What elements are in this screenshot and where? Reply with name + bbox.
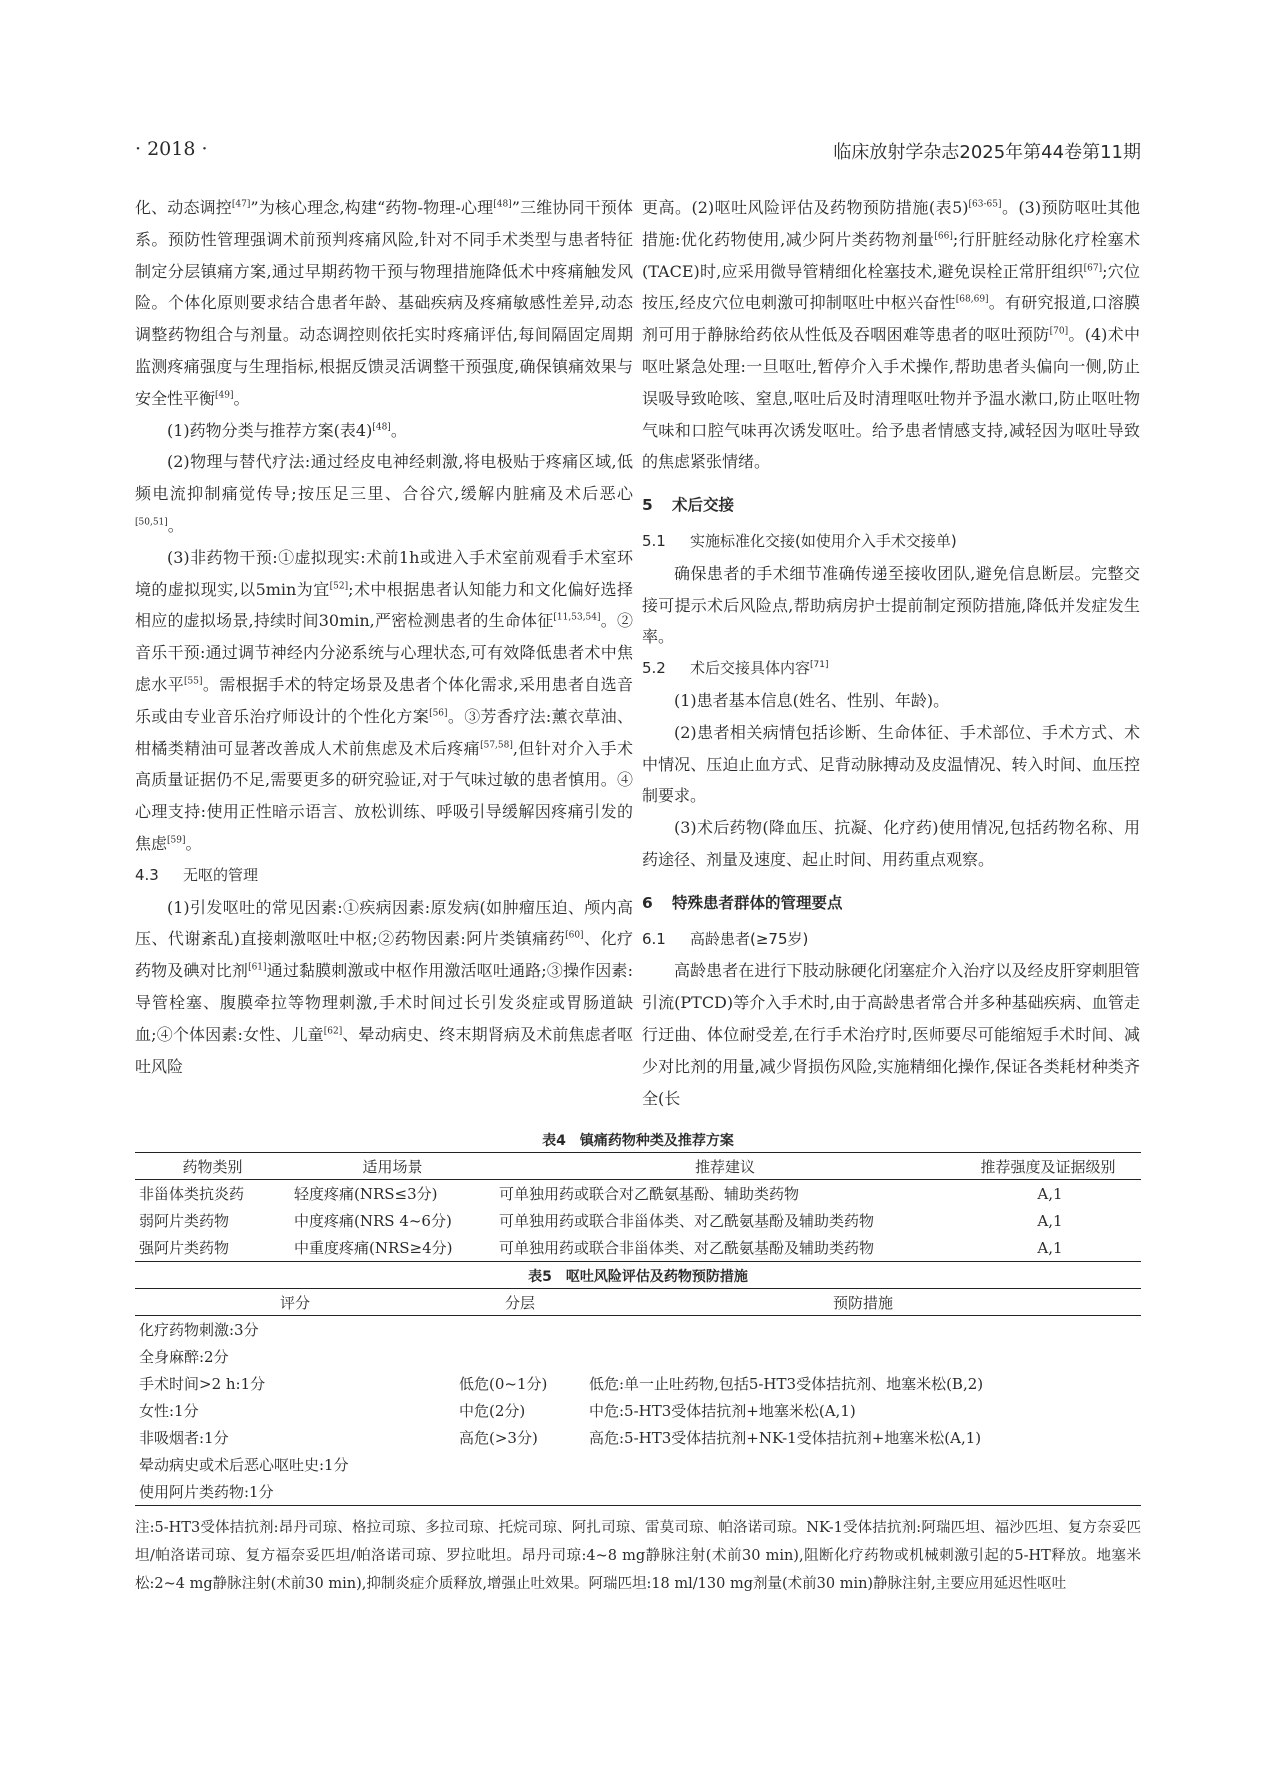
heading-text: 高龄患者(≥75岁) — [690, 929, 809, 948]
table-cell: 非甾体类抗炎药 — [139, 1185, 245, 1203]
journal-title: 临床放射学杂志2025年第44卷第11期 — [833, 142, 1141, 163]
table-cell: 强阿片类药物 — [135, 1234, 290, 1262]
body-paragraph: 更高。(2)呕吐风险评估及药物预防措施(表5)[63-65]。(3)预防呕吐其他措施:优化药物使用,减少阿片类药物剂量[66];行肝脏经动脉化疗栓塞术(TACE)时,应采用微导管精细化栓塞技术,避免误栓正常肝组织[67];穴位按压,经皮穴位电刺激可抑制呕吐中枢兴奋性[68,69]。有研究报道,口溶膜剂可用于静脉给药依从性低及吞咽困难等患者的呕吐预防[70]。(4)术中呕吐紧急处理:一旦呕吐,暂停介入手术操作,帮助患者头偏向一侧,防止误吸导致呛咳、窒息,呕吐后及时清理呕吐物并予温水漱口,防止呕吐物气味和口腔气味再次诱发呕吐。给予患者情感支持,减轻因为呕吐导致的焦虑紧张情绪。 — [642, 198, 1140, 472]
body-paragraph: 高龄患者在进行下肢动脉硬化闭塞症介入治疗以及经皮肝穿刺胆管引流(PTCD)等介入手术时,由于高龄患者常合并多种基础疾病、血管走行迂曲、体位耐受差,在行手术治疗时,医师要尽可能缩短手术时间、减少对比剂的用量,减少肾损伤风险,实施精细化操作,保证各类耗材种类齐全(长 — [642, 961, 1140, 1108]
table-cell: 可单独用药或联合非甾体类、对乙酰氨基酚及辅助类药物 — [499, 1212, 875, 1230]
subsection-heading — [642, 653, 1140, 685]
table4-caption: 表4 镇痛药物种类及推荐方案 — [542, 1133, 734, 1149]
heading-number: 6.1 — [642, 929, 666, 948]
heading-text: 术后交接具体内容[71] — [690, 659, 829, 678]
table5-header-cell: 预防措施 — [585, 1289, 1141, 1316]
body-paragraph: (1)药物分类与推荐方案(表4)[48]。 — [167, 420, 407, 440]
heading-text: 特殊患者群体的管理要点 — [672, 893, 843, 912]
table5-header-row — [135, 1289, 1141, 1316]
table-cell: 使用阿片类药物:1分 — [135, 1478, 455, 1506]
body-paragraph: (1)患者基本信息(姓名、性别、年龄)。 — [674, 690, 950, 710]
table-cell: 低危:单一止吐药物,包括5-HT3受体拮抗剂、地塞米松(B,2) — [589, 1375, 984, 1393]
table5-note: 注:5-HT3受体拮抗剂:昂丹司琼、格拉司琼、多拉司琼、托烷司琼、阿扎司琼、雷莫司琼、帕洛诺司琼。NK-1受体拮抗剂:阿瑞匹坦、福沙匹坦、复方奈妥匹坦/帕洛诺司琼、复方福奈妥匹坦/帕洛诺司琼、罗拉吡坦。昂丹司琼:4~8 mg静脉注射(术前30 min),阻断化疗药物或机械刺激引起的5-HT释放。地塞米松:2~4 mg静脉注射(术前30 min),抑制炎症介质释放,增强止吐效果。阿瑞匹坦:18 ml/130 mg剂量(术前30 min)静脉注射,主要应用延迟性呕吐 — [135, 1520, 1141, 1592]
table-cell — [455, 1316, 585, 1344]
table-cell: 高危:5-HT3受体拮抗剂+NK-1受体拮抗剂+地塞米松(A,1) — [589, 1429, 982, 1447]
table-cell: 晕动病史或术后恶心呕吐史:1分 — [139, 1456, 349, 1474]
table-row — [135, 1370, 1141, 1397]
table-cell: 全身麻醉:2分 — [139, 1348, 229, 1366]
body-paragraph: (1)引发呕吐的常见因素:①疾病因素:原发病(如肿瘤压迫、颅内高压、代谢紊乱)直接刺激呕吐中枢;②药物因素:阿片类镇痛药[60]、化疗药物及碘对比剂[61]通过黏膜刺激或中枢作用激活呕吐通路;③操作因素:导管栓塞、腹膜牵拉等物理刺激,手术时间过长引发炎症或胃肠道缺血;④个体因素:女性、儿童[62]、晕动病史、终末期肾病及术前焦虑者呕吐风险 — [135, 897, 633, 1076]
table4-header-cell: 推荐建议 — [495, 1153, 955, 1180]
table-cell: 中重度疼痛(NRS≥4分) — [290, 1234, 495, 1262]
table-row — [135, 1316, 1141, 1344]
table4-header-cell: 药物类别 — [135, 1153, 290, 1180]
table-cell: 轻度疼痛(NRS≤3分) — [294, 1185, 438, 1203]
table-cell: 中危:5-HT3受体拮抗剂+地塞米松(A,1) — [589, 1402, 856, 1420]
right-column — [642, 192, 1140, 1114]
table4-header-row — [135, 1153, 1141, 1180]
table-cell: A,1 — [1037, 1184, 1063, 1203]
body-paragraph: 化、动态调控[47]”为核心理念,构建“药物-物理-心理[48]”三维协同干预体系。预防性管理强调术前预判疼痛风险,针对不同手术类型与患者特征制定分层镇痛方案,通过早期药物干预与物理措施降低术中疼痛触发风险。个体化原则要求结合患者年龄、基础疾病及疼痛敏感性差异,动态调整药物组合与剂量。动态调控则依托实时疼痛评估,每间隔固定周期监测疼痛强度与生理指标,根据反馈灵活调整干预强度,确保镇痛效果与安全性平衡[49]。 — [135, 198, 633, 408]
table-cell: 化疗药物刺激:3分 — [139, 1321, 259, 1339]
section-heading — [642, 490, 1140, 522]
heading-number: 4.3 — [135, 865, 159, 884]
table-row — [135, 1180, 1141, 1208]
page-header — [135, 138, 1141, 168]
table-cell — [455, 1343, 585, 1370]
body-paragraph: (3)非药物干预:①虚拟现实:术前1h或进入手术室前观看手术室环境的虚拟现实,以5min为宜[52];术中根据患者认知能力和文化偏好选择相应的虚拟场景,持续时间30min,严密检测患者的生命体征[11,53,54]。②音乐干预:通过调节神经内分泌系统与心理状态,可有效降低患者术中焦虑水平[55]。需根据手术的特定场景及患者个体化需求,采用患者自选音乐或由专业音乐治疗师设计的个性化方案[56]。③芳香疗法:薰衣草油、柑橘类精油可显著改善成人术前焦虑及术后疼痛[57,58],但针对介入手术高质量证据仍不足,需要更多的研究验证,对于气味过敏的患者慎用。④心理支持:使用正性暗示语言、放松训练、呼吸引导缓解因疼痛引发的焦虑[59]。 — [135, 547, 633, 853]
heading-text: 实施标准化交接(如使用介入手术交接单) — [690, 531, 957, 550]
subsection-heading — [135, 860, 633, 892]
table-cell: 高危(>3分) — [459, 1429, 538, 1447]
table5 — [135, 1288, 1141, 1506]
heading-number: 6 — [642, 893, 653, 912]
table-cell: 弱阿片类药物 — [139, 1212, 230, 1230]
left-column — [135, 192, 633, 1082]
heading-number: 5 — [642, 496, 653, 515]
table-row — [135, 1397, 1141, 1424]
table-cell: 中度疼痛(NRS 4~6分) — [294, 1212, 452, 1230]
table-row — [135, 1478, 1141, 1506]
table-row — [135, 1343, 1141, 1370]
table-cell: 中危(2分) — [459, 1402, 526, 1420]
table-cell: A,1 — [955, 1234, 1141, 1262]
table-cell: 可单独用药或联合对乙酰氨基酚、辅助类药物 — [499, 1185, 800, 1203]
body-paragraph: (3)术后药物(降血压、抗凝、化疗药)使用情况,包括药物名称、用药途径、剂量及速度、起止时间、用药重点观察。 — [642, 818, 1140, 869]
table-cell: 女性:1分 — [139, 1402, 199, 1420]
heading-text: 术后交接 — [672, 496, 735, 515]
table-cell — [585, 1478, 1141, 1506]
table-cell: 手术时间>2 h:1分 — [139, 1375, 266, 1393]
body-paragraph: 确保患者的手术细节准确传递至接收团队,避免信息断层。完整交接可提示术后风险点,帮助病房护士提前制定预防措施,降低并发症发生率。 — [642, 563, 1140, 647]
table-cell — [585, 1316, 1141, 1344]
table-row — [135, 1207, 1141, 1234]
table-cell — [455, 1451, 585, 1478]
body-paragraph: (2)物理与替代疗法:通过经皮电神经刺激,将电极贴于疼痛区域,低频电流抑制痛觉传导;按压足三里、合谷穴,缓解内脏痛及术后恶心[50,51]。 — [135, 452, 633, 535]
table5-caption: 表5 呕吐风险评估及药物预防措施 — [528, 1269, 748, 1285]
table-cell — [585, 1343, 1141, 1370]
page-number: · 2018 · — [135, 138, 208, 160]
table4-header-cell: 推荐强度及证据级别 — [955, 1153, 1141, 1180]
section-heading — [642, 888, 1140, 920]
table-cell: 低危(0~1分) — [459, 1375, 548, 1393]
heading-text: 无呕的管理 — [183, 865, 259, 884]
heading-number: 5.2 — [642, 659, 666, 678]
body-paragraph: (2)患者相关病情包括诊断、生命体征、手术部位、手术方式、术中情况、压迫止血方式、足背动脉搏动及皮温情况、转入时间、血压控制要求。 — [642, 722, 1140, 806]
table-row — [135, 1451, 1141, 1478]
table4-header-cell: 适用场景 — [290, 1153, 495, 1180]
table5-header-cell: 评分 — [135, 1289, 455, 1316]
table-cell: 可单独用药或联合非甾体类、对乙酰氨基酚及辅助类药物 — [495, 1234, 955, 1262]
table-cell: A,1 — [1037, 1211, 1063, 1230]
heading-number: 5.1 — [642, 531, 666, 550]
tables-section — [135, 1130, 1141, 1598]
table-row — [135, 1424, 1141, 1451]
subsection-heading — [642, 924, 1140, 956]
table-cell — [455, 1478, 585, 1506]
subsection-heading — [642, 526, 1140, 558]
table5-header-cell: 分层 — [455, 1289, 585, 1316]
table-cell — [585, 1451, 1141, 1478]
table-cell: 非吸烟者:1分 — [139, 1429, 229, 1447]
table4 — [135, 1152, 1141, 1262]
table-row — [135, 1234, 1141, 1262]
